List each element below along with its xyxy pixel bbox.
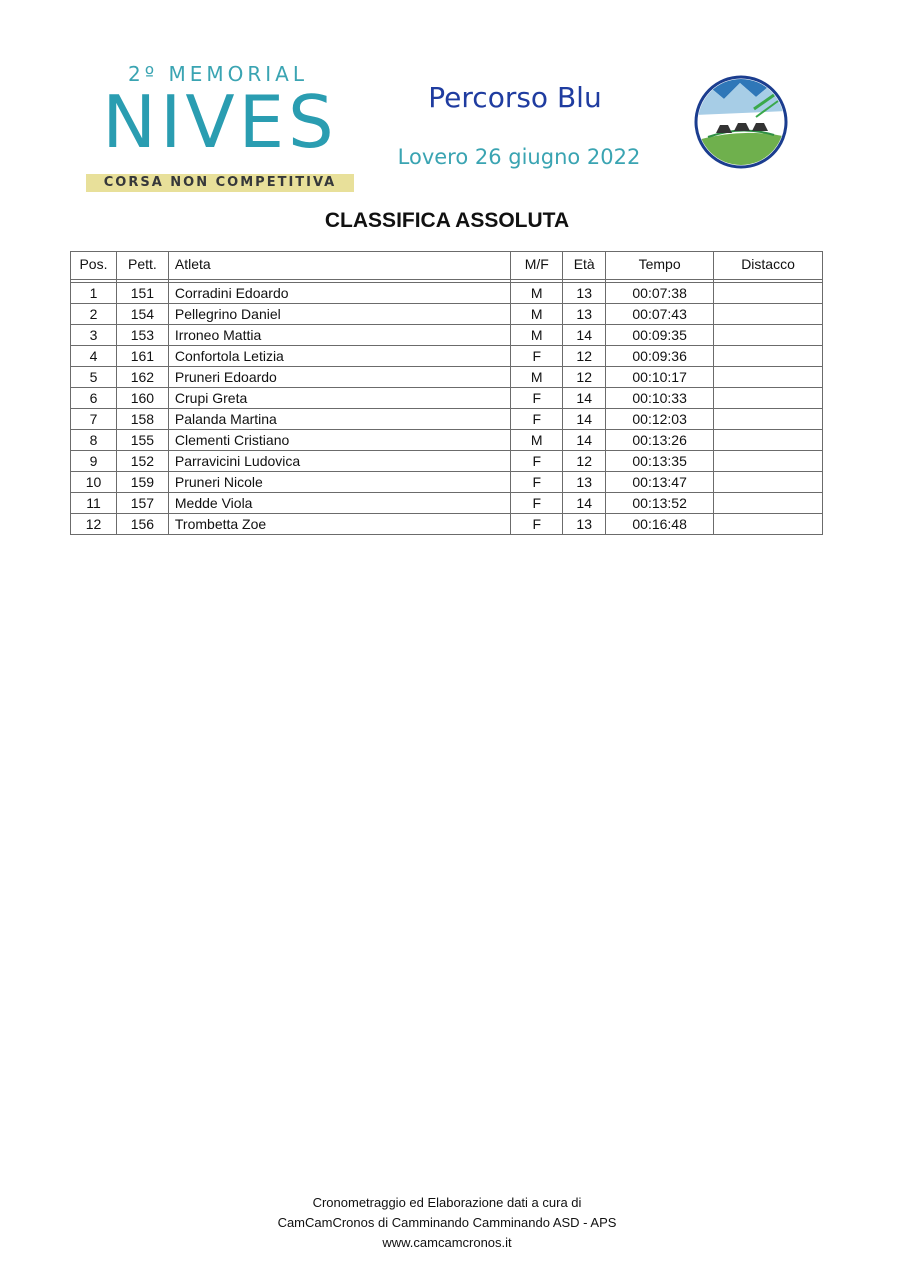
cell-tempo: 00:13:47 <box>606 472 714 493</box>
cell-atleta: Confortola Letizia <box>168 346 510 367</box>
cell-sex: M <box>511 325 563 346</box>
cell-distacco <box>714 388 823 409</box>
cell-pos: 8 <box>71 430 117 451</box>
cell-distacco <box>714 304 823 325</box>
cell-pos: 2 <box>71 304 117 325</box>
event-date: Lovero 26 giugno 2022 <box>397 145 641 169</box>
cell-atleta: Parravicini Ludovica <box>168 451 510 472</box>
cell-pos: 1 <box>71 283 117 304</box>
table-header-row <box>71 252 823 280</box>
cell-tempo: 00:09:35 <box>606 325 714 346</box>
cell-eta: 14 <box>563 325 606 346</box>
event-logo <box>86 62 356 192</box>
table-row <box>71 409 823 430</box>
cell-eta: 13 <box>563 514 606 535</box>
table-row <box>71 325 823 346</box>
cell-atleta: Pruneri Edoardo <box>168 367 510 388</box>
cell-tempo: 00:13:35 <box>606 451 714 472</box>
cell-atleta: Crupi Greta <box>168 388 510 409</box>
route-title: Percorso Blu <box>428 81 602 114</box>
cell-pett: 157 <box>116 493 168 514</box>
cell-eta: 13 <box>563 304 606 325</box>
cell-pett: 161 <box>116 346 168 367</box>
cell-distacco <box>714 346 823 367</box>
cell-distacco <box>714 430 823 451</box>
cell-eta: 14 <box>563 493 606 514</box>
cell-distacco <box>714 325 823 346</box>
col-header-eta: Età <box>563 252 606 280</box>
cell-pos: 12 <box>71 514 117 535</box>
cell-pos: 4 <box>71 346 117 367</box>
cell-sex: F <box>511 493 563 514</box>
col-header-tempo: Tempo <box>606 252 714 280</box>
cell-tempo: 00:10:33 <box>606 388 714 409</box>
logo-main-text: NIVES <box>102 80 338 164</box>
cell-distacco <box>714 451 823 472</box>
cell-pett: 154 <box>116 304 168 325</box>
cell-tempo: 00:07:43 <box>606 304 714 325</box>
footer <box>0 1193 894 1253</box>
cell-tempo: 00:07:38 <box>606 283 714 304</box>
cell-sex: M <box>511 367 563 388</box>
cell-tempo: 00:09:36 <box>606 346 714 367</box>
table-row <box>71 346 823 367</box>
logo-sub-text: CORSA NON COMPETITIVA <box>103 175 337 190</box>
table-row <box>71 493 823 514</box>
table-row <box>71 283 823 304</box>
cell-pett: 153 <box>116 325 168 346</box>
cell-atleta: Pellegrino Daniel <box>168 304 510 325</box>
cell-pett: 152 <box>116 451 168 472</box>
cell-pett: 155 <box>116 430 168 451</box>
cell-atleta: Trombetta Zoe <box>168 514 510 535</box>
cell-eta: 14 <box>563 388 606 409</box>
club-badge-icon <box>694 75 788 169</box>
cell-eta: 12 <box>563 346 606 367</box>
col-header-pos: Pos. <box>71 252 117 280</box>
cell-atleta: Medde Viola <box>168 493 510 514</box>
cell-sex: M <box>511 430 563 451</box>
cell-pett: 156 <box>116 514 168 535</box>
footer-line-credit: Cronometraggio ed Elaborazione dati a cura di <box>312 1195 582 1210</box>
cell-tempo: 00:12:03 <box>606 409 714 430</box>
cell-pos: 3 <box>71 325 117 346</box>
cell-eta: 14 <box>563 409 606 430</box>
table-row <box>71 451 823 472</box>
cell-pos: 5 <box>71 367 117 388</box>
cell-tempo: 00:16:48 <box>606 514 714 535</box>
footer-line-website: www.camcamcronos.it <box>382 1235 512 1250</box>
cell-atleta: Pruneri Nicole <box>168 472 510 493</box>
cell-sex: F <box>511 388 563 409</box>
cell-sex: M <box>511 304 563 325</box>
cell-tempo: 00:10:17 <box>606 367 714 388</box>
cell-pos: 10 <box>71 472 117 493</box>
page-title: CLASSIFICA ASSOLUTA <box>324 209 570 232</box>
cell-eta: 13 <box>563 283 606 304</box>
cell-sex: F <box>511 409 563 430</box>
table-row <box>71 388 823 409</box>
cell-eta: 13 <box>563 472 606 493</box>
cell-sex: F <box>511 472 563 493</box>
cell-pos: 7 <box>71 409 117 430</box>
cell-pett: 160 <box>116 388 168 409</box>
cell-pett: 151 <box>116 283 168 304</box>
cell-atleta: Palanda Martina <box>168 409 510 430</box>
col-header-sex: M/F <box>511 252 563 280</box>
cell-sex: F <box>511 514 563 535</box>
cell-pos: 6 <box>71 388 117 409</box>
cell-pos: 9 <box>71 451 117 472</box>
cell-pett: 162 <box>116 367 168 388</box>
cell-distacco <box>714 493 823 514</box>
table-row <box>71 367 823 388</box>
table-row <box>71 514 823 535</box>
cell-eta: 12 <box>563 451 606 472</box>
cell-tempo: 00:13:26 <box>606 430 714 451</box>
cell-atleta: Irroneo Mattia <box>168 325 510 346</box>
cell-pett: 159 <box>116 472 168 493</box>
table-row <box>71 472 823 493</box>
table-row <box>71 430 823 451</box>
cell-distacco <box>714 472 823 493</box>
col-header-pett: Pett. <box>116 252 168 280</box>
cell-sex: F <box>511 451 563 472</box>
table-row <box>71 304 823 325</box>
cell-pos: 11 <box>71 493 117 514</box>
col-header-distacco: Distacco <box>714 252 823 280</box>
cell-sex: F <box>511 346 563 367</box>
footer-line-organizer: CamCamCronos di Camminando Camminando ASD - APS <box>277 1215 617 1230</box>
cell-eta: 14 <box>563 430 606 451</box>
cell-distacco <box>714 367 823 388</box>
cell-pett: 158 <box>116 409 168 430</box>
logo-top-text: 2º MEMORIAL <box>127 62 308 86</box>
cell-distacco <box>714 514 823 535</box>
cell-distacco <box>714 409 823 430</box>
cell-atleta: Clementi Cristiano <box>168 430 510 451</box>
cell-eta: 12 <box>563 367 606 388</box>
cell-atleta: Corradini Edoardo <box>168 283 510 304</box>
cell-tempo: 00:13:52 <box>606 493 714 514</box>
results-table <box>70 251 823 535</box>
col-header-atleta: Atleta <box>168 252 510 280</box>
cell-distacco <box>714 283 823 304</box>
cell-sex: M <box>511 283 563 304</box>
